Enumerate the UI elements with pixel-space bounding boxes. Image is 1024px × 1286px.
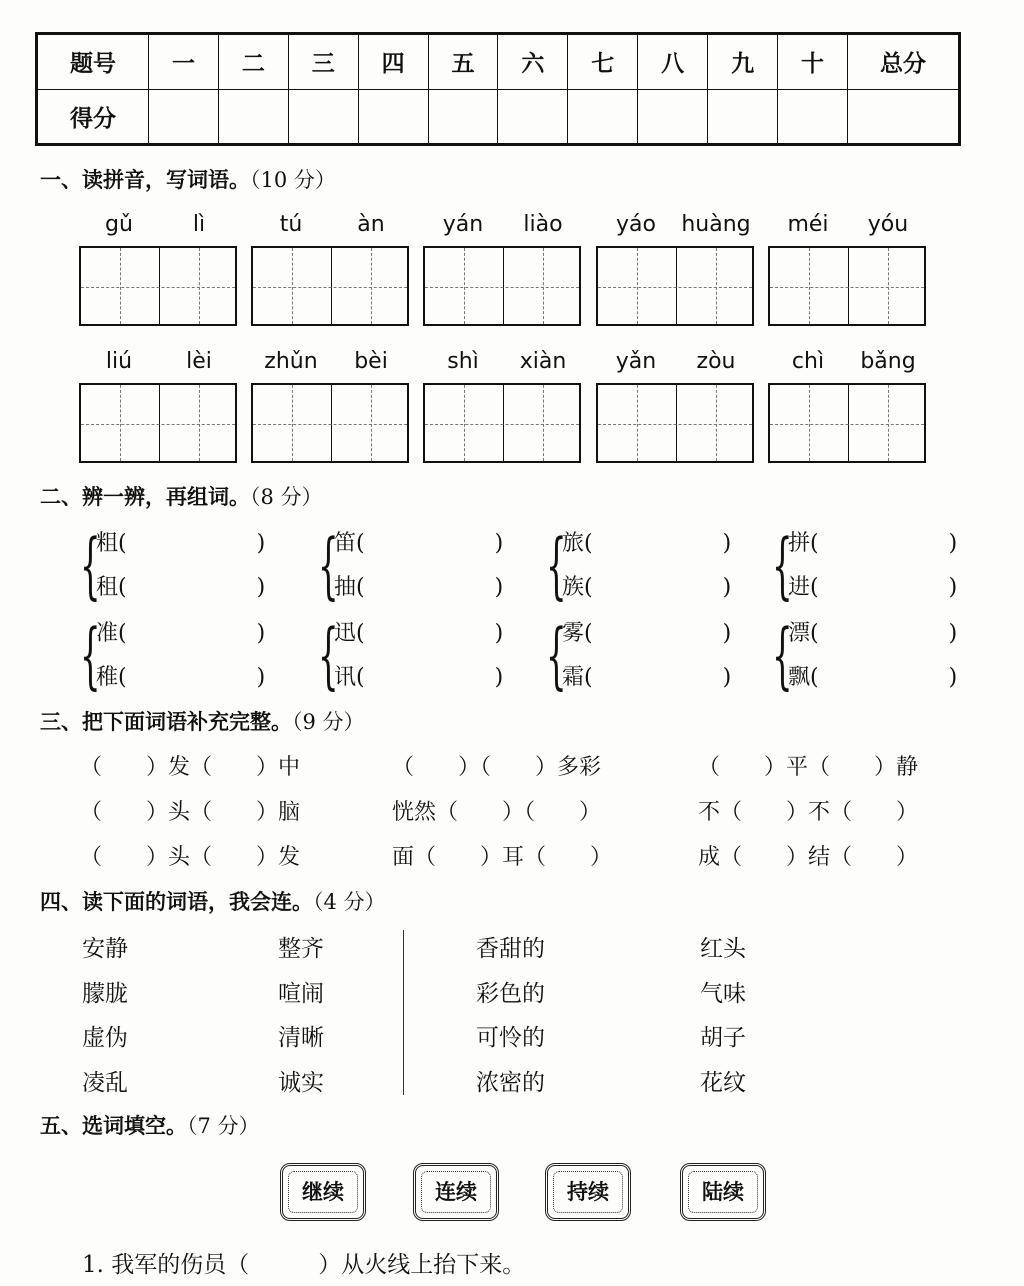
idiom-blank[interactable]: 成（ ）结（ ） <box>698 845 919 870</box>
pair-char: 粗 <box>96 531 119 556</box>
match-word[interactable]: 胡子 <box>700 1025 746 1051</box>
brace-icon: { <box>772 523 793 607</box>
pinyin-label: méi <box>787 212 829 237</box>
tianzige-box[interactable] <box>596 383 754 463</box>
score-cell[interactable] <box>288 89 358 145</box>
section1-title <box>40 164 336 194</box>
pinyin-label: tú <box>279 212 303 237</box>
idiom-blank[interactable]: （ ）头（ ）发 <box>80 845 301 870</box>
brace-icon: { <box>80 523 101 607</box>
tianzige-box[interactable] <box>79 246 237 326</box>
section3-title-text: 三、把下面词语补充完整。 <box>40 710 292 734</box>
score-header-cell: 七 <box>568 34 638 90</box>
score-cell[interactable] <box>428 89 498 145</box>
brace-icon: { <box>318 613 339 697</box>
pair-char: 拼 <box>788 531 811 556</box>
tianzige-box[interactable] <box>251 383 409 463</box>
pair-char: 霜 <box>562 665 585 690</box>
match-word[interactable]: 喧闹 <box>278 981 324 1007</box>
idiom-blank[interactable]: （ ）发（ ）中 <box>80 755 301 780</box>
idiom-blank[interactable]: 不（ ）不（ ） <box>698 800 919 825</box>
pinyin-label: bèi <box>354 349 388 374</box>
pinyin-label: liào <box>523 212 563 237</box>
match-word[interactable]: 可怜的 <box>476 1025 545 1051</box>
tianzige-box[interactable] <box>423 383 581 463</box>
pair-char: 稚 <box>96 665 119 690</box>
pinyin-label: zòu <box>696 349 736 374</box>
char-pair: { 拼( ) 进( ) <box>772 523 958 607</box>
option-chip[interactable]: 连续 <box>413 1163 499 1221</box>
score-header-cell: 二 <box>218 34 288 90</box>
score-header-cell: 十 <box>778 34 848 90</box>
score-cell[interactable] <box>149 89 219 145</box>
score-cell[interactable] <box>568 89 638 145</box>
score-value-row <box>37 89 960 145</box>
char-pair: { 笛( ) 抽( ) <box>318 523 504 607</box>
section4-title <box>40 886 386 916</box>
char-pair: { 粗( ) 租( ) <box>80 523 266 607</box>
divider-line <box>403 930 404 1095</box>
score-cell[interactable] <box>848 89 960 145</box>
score-header-cell: 三 <box>288 34 358 90</box>
pair-char: 雾 <box>562 621 585 646</box>
pair-char: 笛 <box>334 531 357 556</box>
pinyin-label: zhǔn <box>264 349 318 374</box>
section2-title-text: 二、辨一辨，再组词。 <box>40 485 250 509</box>
pinyin-label: lì <box>192 212 206 237</box>
score-header-cell: 六 <box>498 34 568 90</box>
tianzige-box[interactable] <box>423 246 581 326</box>
idiom-blank[interactable]: （ ）头（ ）脑 <box>80 800 301 825</box>
brace-icon: { <box>546 613 567 697</box>
pinyin-label: àn <box>357 212 385 237</box>
match-word[interactable]: 朦胧 <box>82 981 128 1007</box>
brace-icon: { <box>772 613 793 697</box>
score-cell[interactable] <box>778 89 848 145</box>
score-cell[interactable] <box>358 89 428 145</box>
pair-char: 旅 <box>562 531 585 556</box>
brace-icon: { <box>546 523 567 607</box>
section4-title-text: 四、读下面的词语，我会连。 <box>40 890 313 914</box>
match-word[interactable]: 凌乱 <box>82 1070 128 1096</box>
idiom-blank[interactable]: 面（ ）耳（ ） <box>392 845 613 870</box>
pinyin-label: yǎn <box>615 349 657 374</box>
score-header-cell: 总分 <box>848 34 960 90</box>
option-chip[interactable]: 持续 <box>545 1163 631 1221</box>
char-pair: { 迅( ) 讯( ) <box>318 613 504 697</box>
score-header-cell: 八 <box>638 34 708 90</box>
score-header-cell: 九 <box>708 34 778 90</box>
pinyin-label: shì <box>447 349 479 374</box>
pair-char: 租 <box>96 575 119 600</box>
match-word[interactable]: 清晰 <box>278 1025 324 1051</box>
section1-title-text: 一、读拼音，写词语。 <box>40 168 250 192</box>
match-word[interactable]: 气味 <box>700 981 746 1007</box>
tianzige-box[interactable] <box>768 246 926 326</box>
pair-char: 飘 <box>788 665 811 690</box>
score-header-cell: 题号 <box>37 34 149 90</box>
match-word[interactable]: 安静 <box>82 936 128 962</box>
pinyin-label: bǎng <box>860 349 916 374</box>
pinyin-label: yáo <box>616 212 656 237</box>
section5-points: （7 分） <box>187 1114 260 1138</box>
score-header-cell: 一 <box>149 34 219 90</box>
section2-points: （8 分） <box>250 485 323 509</box>
tianzige-box[interactable] <box>768 383 926 463</box>
score-table <box>35 32 961 146</box>
section1-points: （10 分） <box>250 168 336 192</box>
pinyin-label: xiàn <box>519 349 567 374</box>
score-header-cell: 四 <box>358 34 428 90</box>
option-chip[interactable]: 继续 <box>280 1163 366 1221</box>
section3-title <box>40 706 365 736</box>
score-header-row <box>37 34 960 90</box>
score-cell[interactable] <box>498 89 568 145</box>
pair-char: 准 <box>96 621 119 646</box>
idiom-blank[interactable]: 恍然（ ）（ ） <box>392 800 602 825</box>
pair-char: 抽 <box>334 575 357 600</box>
match-word[interactable]: 香甜的 <box>476 936 545 962</box>
char-pair: { 漂( ) 飘( ) <box>772 613 958 697</box>
match-word[interactable]: 虚伪 <box>82 1025 128 1051</box>
match-word[interactable]: 整齐 <box>278 936 324 962</box>
pair-char: 漂 <box>788 621 811 646</box>
pinyin-label: liú <box>105 349 133 374</box>
pinyin-label: chì <box>791 349 825 374</box>
char-pair: { 准( ) 稚( ) <box>80 613 266 697</box>
section5-title <box>40 1110 260 1140</box>
match-word[interactable]: 浓密的 <box>476 1070 545 1096</box>
char-pair: { 雾( ) 霜( ) <box>546 613 732 697</box>
option-chip[interactable]: 陆续 <box>680 1163 766 1221</box>
section4-points: （4 分） <box>313 890 386 914</box>
match-word[interactable]: 彩色的 <box>476 981 545 1007</box>
question-1: 1. 我军的伤员（ ）从火线上抬下来。 <box>82 1252 526 1278</box>
brace-icon: { <box>80 613 101 697</box>
pair-char: 进 <box>788 575 811 600</box>
pinyin-label: yán <box>442 212 484 237</box>
char-pair: { 旅( ) 族( ) <box>546 523 732 607</box>
tianzige-box[interactable] <box>251 246 409 326</box>
brace-icon: { <box>318 523 339 607</box>
pinyin-label: lèi <box>186 349 212 374</box>
section3-points: （9 分） <box>292 710 365 734</box>
match-word[interactable]: 诚实 <box>278 1070 324 1096</box>
tianzige-box[interactable] <box>596 246 754 326</box>
idiom-blank[interactable]: （ ）（ ）多彩 <box>392 755 602 780</box>
score-label-cell: 得分 <box>37 89 149 145</box>
pair-char: 族 <box>562 575 585 600</box>
pair-char: 迅 <box>334 621 357 646</box>
pair-char: 讯 <box>334 665 357 690</box>
tianzige-box[interactable] <box>79 383 237 463</box>
score-cell[interactable] <box>638 89 708 145</box>
pinyin-label: yóu <box>867 212 909 237</box>
match-word[interactable]: 花纹 <box>700 1070 746 1096</box>
pinyin-label: huàng <box>681 212 751 237</box>
section5-title-text: 五、选词填空。 <box>40 1114 187 1138</box>
section2-title <box>40 481 323 511</box>
idiom-blank[interactable]: （ ）平（ ）静 <box>698 755 919 780</box>
match-word[interactable]: 红头 <box>700 936 746 962</box>
score-cell[interactable] <box>218 89 288 145</box>
pinyin-label: gǔ <box>105 212 133 237</box>
score-cell[interactable] <box>708 89 778 145</box>
score-header-cell: 五 <box>428 34 498 90</box>
